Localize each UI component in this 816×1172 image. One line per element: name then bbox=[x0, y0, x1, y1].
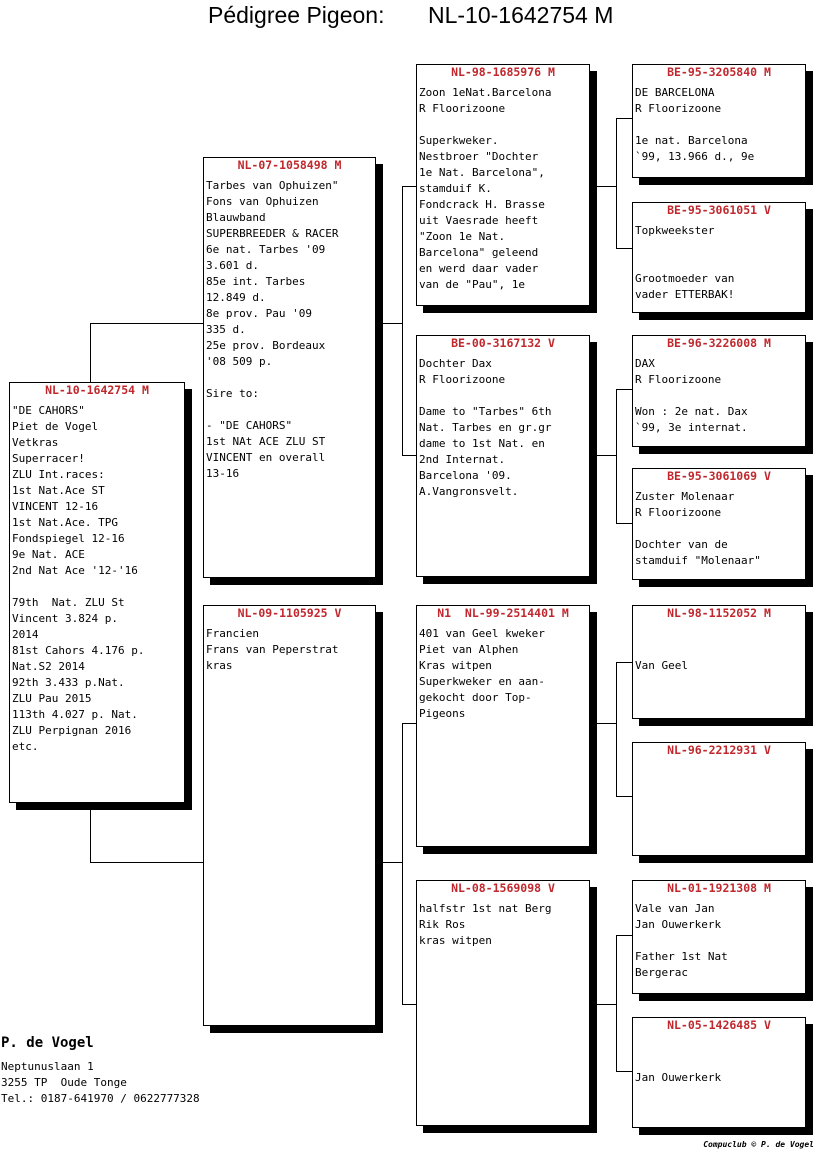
pigeon-note-line: Vetkras bbox=[12, 436, 59, 449]
pigeon-card-sire-sire bbox=[416, 64, 590, 306]
pigeon-note-line: Superkweker. bbox=[419, 134, 499, 147]
pigeon-card-sire bbox=[203, 157, 376, 578]
pigeon-note-line: ZLU Int.races: bbox=[12, 468, 105, 481]
pigeon-note-line: 1e nat. Barcelona bbox=[635, 134, 748, 147]
pigeon-note-line: Jan Ouwerkerk bbox=[635, 1071, 722, 1084]
owner-city: 3255 TP Oude Tonge bbox=[1, 1076, 127, 1089]
pigeon-note-line: Dame to "Tarbes" 6th bbox=[419, 405, 552, 418]
pigeon-note-line: R Floorizoone bbox=[635, 373, 722, 386]
pigeon-note-line: Tarbes van Ophuizen" bbox=[206, 179, 339, 192]
pigeon-note-line: Bergerac bbox=[635, 966, 688, 979]
pigeon-card-subject bbox=[9, 382, 185, 803]
connector-line bbox=[616, 662, 633, 663]
pigeon-note-line: Pigeons bbox=[419, 707, 466, 720]
ring-number: NL-08-1569098 V bbox=[451, 881, 555, 895]
pigeon-note-line: SUPERBREEDER & RACER bbox=[206, 227, 339, 240]
ring-number: NL-10-1642754 M bbox=[45, 383, 149, 397]
connector-line bbox=[616, 523, 633, 524]
connector-line bbox=[616, 118, 633, 119]
pigeon-note-line: stamduif K. bbox=[419, 182, 492, 195]
pigeon-note-line: `99, 3e internat. bbox=[635, 421, 748, 434]
connector-line bbox=[90, 323, 91, 383]
pigeon-note-line: Barcelona '09. bbox=[419, 469, 512, 482]
pigeon-note-line: Grootmoeder van bbox=[635, 272, 735, 285]
pigeon-card-great-grandparent bbox=[632, 880, 806, 994]
connector-line bbox=[383, 862, 403, 863]
pigeon-note-line: Fons van Ophuizen bbox=[206, 195, 319, 208]
ring-number: NL-01-1921308 M bbox=[667, 881, 771, 895]
connector-line bbox=[597, 1004, 617, 1005]
pigeon-note-line: 8e prov. Pau '09 bbox=[206, 307, 312, 320]
connector-line bbox=[402, 723, 417, 724]
connector-line bbox=[616, 248, 633, 249]
connector-line bbox=[597, 455, 617, 456]
ring-number: NL-96-2212931 V bbox=[667, 743, 771, 757]
pigeon-note-line: ZLU Perpignan 2016 bbox=[12, 724, 132, 737]
pigeon-note-line: '08 509 p. bbox=[206, 355, 273, 368]
pigeon-note-line: Frans van Peperstrat bbox=[206, 643, 339, 656]
connector-line bbox=[597, 186, 617, 187]
pigeon-note-line: 1st Nat.Ace. TPG bbox=[12, 516, 118, 529]
connector-line bbox=[616, 118, 617, 249]
pigeon-note-line bbox=[419, 388, 588, 404]
ring-number: NL-09-1105925 V bbox=[237, 606, 342, 620]
pigeon-notes bbox=[12, 403, 183, 755]
pigeon-notes bbox=[206, 178, 374, 482]
pigeon-card-sire-dam bbox=[416, 335, 590, 577]
pigeon-note-line: 12.849 d. bbox=[206, 291, 266, 304]
connector-line bbox=[402, 723, 403, 1005]
pigeon-card-great-grandparent bbox=[632, 335, 806, 447]
pigeon-note-line: 2nd Nat Ace '12-'16 bbox=[12, 564, 138, 577]
pigeon-note-line: A.Vangronsvelt. bbox=[419, 485, 519, 498]
pigeon-note-line bbox=[635, 626, 804, 642]
pigeon-note-line: 6e nat. Tarbes '09 bbox=[206, 243, 326, 256]
pigeon-card-dam bbox=[203, 605, 376, 1026]
pigeon-note-line: 9e Nat. ACE bbox=[12, 548, 85, 561]
owner-name: P. de Vogel bbox=[1, 1035, 94, 1051]
pigeon-note-line: gekocht door Top- bbox=[419, 691, 532, 704]
pigeon-note-line: 1st NAt ACE ZLU ST bbox=[206, 435, 326, 448]
connector-line bbox=[616, 935, 633, 936]
pigeon-card-great-grandparent bbox=[632, 742, 806, 856]
pigeon-note-line: halfstr 1st nat Berg bbox=[419, 902, 552, 915]
pigeon-notes bbox=[419, 85, 588, 293]
connector-line bbox=[597, 723, 617, 724]
pigeon-note-line: "DE CAHORS" bbox=[12, 404, 85, 417]
pigeon-note-line: 25e prov. Bordeaux bbox=[206, 339, 326, 352]
pigeon-note-line bbox=[12, 579, 183, 595]
pigeon-card-dam-dam bbox=[416, 880, 590, 1126]
pigeon-note-line bbox=[635, 1054, 804, 1070]
ring-number: BE-96-3226008 M bbox=[667, 336, 771, 350]
pigeon-note-line: 1e Nat. Barcelona", bbox=[419, 166, 545, 179]
pigeon-note-line: Van Geel bbox=[635, 659, 688, 672]
pigeon-note-line: 81st Cahors 4.176 p. bbox=[12, 644, 145, 657]
connector-line bbox=[616, 796, 633, 797]
pigeon-note-line: Barcelona" geleend bbox=[419, 246, 539, 259]
footer-credit: Compuclub © P. de Vogel bbox=[703, 1140, 814, 1149]
pigeon-note-line: Fondspiegel 12-16 bbox=[12, 532, 125, 545]
pigeon-note-line bbox=[635, 388, 804, 404]
pigeon-note-line: ZLU Pau 2015 bbox=[12, 692, 92, 705]
pigeon-card-great-grandparent bbox=[632, 202, 806, 313]
pigeon-note-line: Piet de Vogel bbox=[12, 420, 99, 433]
connector-line bbox=[90, 862, 204, 863]
ring-number: BE-95-3205840 M bbox=[667, 65, 771, 79]
ring-number: N1 NL-99-2514401 M bbox=[437, 606, 569, 620]
pigeon-card-great-grandparent bbox=[632, 1017, 806, 1128]
pigeon-notes bbox=[419, 626, 588, 722]
pigeon-note-line: Zoon 1eNat.Barcelona bbox=[419, 86, 552, 99]
ring-number: NL-98-1152052 M bbox=[667, 606, 771, 620]
pigeon-card-dam-sire bbox=[416, 605, 590, 847]
pigeon-note-line: R Floorizoone bbox=[635, 506, 722, 519]
pigeon-note-line bbox=[635, 255, 804, 271]
connector-line bbox=[402, 455, 417, 456]
pigeon-note-line: vader ETTERBAK! bbox=[635, 288, 735, 301]
pigeon-note-line: DAX bbox=[635, 357, 655, 370]
pigeon-note-line: Jan Ouwerkerk bbox=[635, 918, 722, 931]
pigeon-card-great-grandparent bbox=[632, 468, 806, 580]
pigeon-note-line: Topkweekster bbox=[635, 224, 715, 237]
connector-line bbox=[383, 323, 403, 324]
pigeon-note-line: Nat. Tarbes en gr.gr bbox=[419, 421, 552, 434]
pigeon-note-line bbox=[635, 933, 804, 949]
pigeon-note-line: Piet van Alphen bbox=[419, 643, 519, 656]
pigeon-note-line: Nestbroer "Dochter bbox=[419, 150, 539, 163]
pigeon-note-line: 335 d. bbox=[206, 323, 246, 336]
pigeon-notes bbox=[635, 1038, 804, 1086]
pigeon-note-line: 2014 bbox=[12, 628, 39, 641]
pigeon-notes bbox=[635, 489, 804, 569]
connector-line bbox=[402, 186, 403, 456]
ring-number: NL-98-1685976 M bbox=[451, 65, 555, 79]
pigeon-note-line bbox=[419, 117, 588, 133]
pigeon-note-line: Father 1st Nat bbox=[635, 950, 728, 963]
pigeon-note-line: etc. bbox=[12, 740, 39, 753]
pigeon-note-line: Francien bbox=[206, 627, 259, 640]
connector-line bbox=[616, 1071, 633, 1072]
pigeon-note-line: 13-16 bbox=[206, 467, 240, 480]
pigeon-note-line bbox=[635, 521, 804, 537]
pigeon-note-line: VINCENT 12-16 bbox=[12, 500, 99, 513]
pigeon-note-line: 79th Nat. ZLU St bbox=[12, 596, 125, 609]
connector-line bbox=[402, 1004, 417, 1005]
page-title bbox=[0, 2, 816, 36]
pigeon-note-line: kras bbox=[206, 659, 233, 672]
ring-number: NL-07-1058498 M bbox=[237, 158, 342, 172]
pigeon-note-line: Kras witpen bbox=[419, 659, 492, 672]
pigeon-note-line: VINCENT en overall bbox=[206, 451, 326, 464]
pigeon-note-line: Sire to: bbox=[206, 387, 259, 400]
connector-line bbox=[616, 662, 617, 797]
pigeon-note-line: R Floorizoone bbox=[419, 373, 506, 386]
pigeon-note-line: Nat.S2 2014 bbox=[12, 660, 85, 673]
connector-line bbox=[90, 323, 204, 324]
pigeon-note-line: 113th 4.027 p. Nat. bbox=[12, 708, 138, 721]
pigeon-notes bbox=[635, 223, 804, 303]
pigeon-note-line: stamduif "Molenaar" bbox=[635, 554, 761, 567]
pigeon-note-line: 3.601 d. bbox=[206, 259, 259, 272]
pigeon-notes bbox=[206, 626, 374, 674]
pigeon-note-line bbox=[635, 117, 804, 133]
connector-line bbox=[616, 389, 617, 524]
owner-address: Neptunuslaan 1 bbox=[1, 1060, 94, 1073]
pigeon-notes bbox=[419, 356, 588, 500]
pigeon-note-line: Dochter Dax bbox=[419, 357, 492, 370]
ring-number: NL-05-1426485 V bbox=[667, 1018, 771, 1032]
pigeon-notes bbox=[419, 901, 588, 949]
title-ring-number: NL-10-1642754 M bbox=[428, 2, 614, 28]
pigeon-note-line: "Zoon 1e Nat. bbox=[419, 230, 506, 243]
pigeon-card-great-grandparent bbox=[632, 64, 806, 178]
pigeon-note-line: DE BARCELONA bbox=[635, 86, 715, 99]
pigeon-note-line: Superracer! bbox=[12, 452, 85, 465]
pigeon-note-line: Fondcrack H. Brasse bbox=[419, 198, 545, 211]
pigeon-note-line bbox=[635, 642, 804, 658]
pigeon-note-line bbox=[635, 1038, 804, 1054]
pigeon-note-line: Dochter van de bbox=[635, 538, 728, 551]
pigeon-note-line bbox=[635, 239, 804, 255]
ring-number: BE-00-3167132 V bbox=[451, 336, 555, 350]
pigeon-note-line: 92th 3.433 p.Nat. bbox=[12, 676, 125, 689]
pigeon-note-line: R Floorizoone bbox=[635, 102, 722, 115]
pigeon-note-line: Zuster Molenaar bbox=[635, 490, 735, 503]
pigeon-note-line: kras witpen bbox=[419, 934, 492, 947]
connector-line bbox=[616, 935, 617, 1072]
pigeon-note-line: `99, 13.966 d., 9e bbox=[635, 150, 755, 163]
owner-phone: Tel.: 0187-641970 / 0622777328 bbox=[1, 1092, 200, 1105]
pigeon-note-line bbox=[206, 402, 374, 418]
pigeon-note-line: Vincent 3.824 p. bbox=[12, 612, 118, 625]
pigeon-note-line: dame to 1st Nat. en bbox=[419, 437, 545, 450]
pigeon-notes bbox=[635, 85, 804, 165]
pigeon-note-line: R Floorizoone bbox=[419, 102, 506, 115]
pigeon-note-line: - "DE CAHORS" bbox=[206, 419, 293, 432]
pigeon-card-great-grandparent bbox=[632, 605, 806, 719]
pigeon-note-line: uit Vaesrade heeft bbox=[419, 214, 539, 227]
connector-line bbox=[402, 186, 417, 187]
connector-line bbox=[616, 389, 633, 390]
pigeon-note-line bbox=[206, 370, 374, 386]
title-label: Pédigree Pigeon: bbox=[208, 2, 385, 28]
pigeon-note-line: 1st Nat.Ace ST bbox=[12, 484, 105, 497]
pigeon-note-line: Vale van Jan bbox=[635, 902, 715, 915]
pigeon-note-line: en werd daar vader bbox=[419, 262, 539, 275]
pigeon-note-line: Superkweker en aan- bbox=[419, 675, 545, 688]
pigeon-note-line: 85e int. Tarbes bbox=[206, 275, 306, 288]
pigeon-note-line: Won : 2e nat. Dax bbox=[635, 405, 748, 418]
pigeon-note-line: van de "Pau", 1e bbox=[419, 278, 525, 291]
ring-number: BE-95-3061051 V bbox=[667, 203, 771, 217]
pigeon-note-line: Blauwband bbox=[206, 211, 266, 224]
pigeon-notes bbox=[635, 356, 804, 436]
pigeon-notes bbox=[635, 901, 804, 981]
ring-number: BE-95-3061069 V bbox=[667, 469, 771, 483]
pigeon-notes bbox=[635, 626, 804, 674]
pigeon-note-line: Rik Ros bbox=[419, 918, 466, 931]
pigeon-note-line: 2nd Internat. bbox=[419, 453, 506, 466]
connector-line bbox=[90, 808, 91, 863]
pigeon-note-line: 401 van Geel kweker bbox=[419, 627, 545, 640]
